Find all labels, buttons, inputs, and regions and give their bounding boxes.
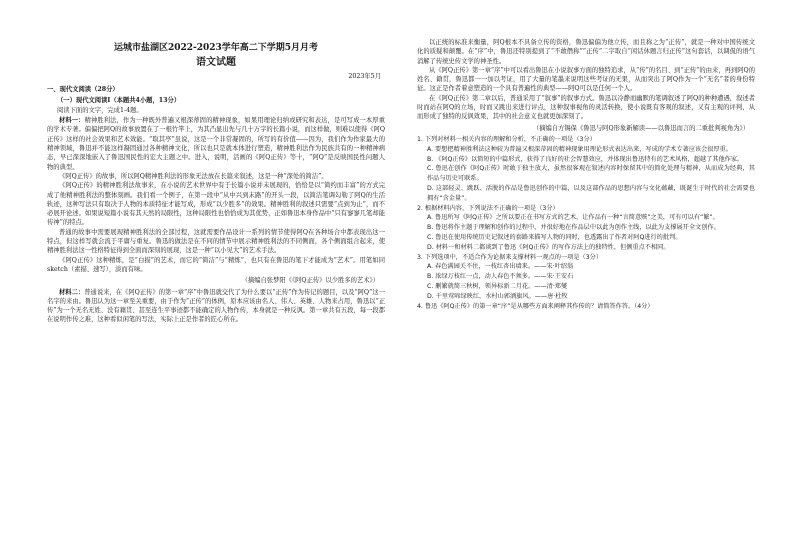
question-2-option-a: A. 鲁迅所写《阿Q正传》之所以要正在书写方式的艺术，让作品有一种“言简意赅”之美，可有可以有“繁”。	[427, 214, 719, 222]
subject-title: 语文试题	[196, 57, 236, 68]
question-2: 2. 根据材料内容，下列说法不正确的一项是（3分）	[417, 204, 559, 212]
material-one-paragraph: 《阿Q正传》这种精炼，是“白描”的艺术，而它的“简洁”与“精炼”，也只有在鲁迅的笔下才能成为“艺术”。用笔如同 sketch（素描、速写），淡而有味。	[47, 256, 385, 273]
material-two-paragraph: 从《阿Q正传》第一章“序”中可以看出鲁迅在小说叙事方面的独特追求，从“传”的名目、到“正传”的由来，再到阿Q的姓名、籍贯，鲁迅都一一加以考证，用了大量的笔墨来说明这些考证的无果，从而突出了阿Q作为一个“无名”者的身份特征。这正是作者着意塑造的一个具有普遍性的典型——阿Q可以是任何一个人。	[417, 66, 755, 93]
question-4: 4. 鲁迅《阿Q正传》的第一章“序”是从哪些方面来阐释其作传的？请简答作答。（4分）	[417, 302, 654, 310]
question-1-option-a: A. 要想把精神胜利法这种较为普遍又根深蒂固的精神现象用理论形式表达出来，写成的学术专著应该会很厚重。	[427, 145, 733, 153]
section-heading: 一、现代文阅读（28分）	[47, 86, 119, 94]
material-two-paragraph: 材料二：普通说来，在《阿Q正传》的第一章“序”中鲁迅就交代了为什么要以“正传”作为传记的题目，以及“阿Q”这一名字的来由。鲁迅认为这一章至关重要，由于作为“正传”的体例，原本应该由名人、伟人、英雄、人物来占用，鲁迅以“正传”为一个无名无姓、没有籍贯、甚至连生平事迹都不能确定的人物作传，本身就是一种反讽。第一章共有五段，每一段都在说明作传之难，这种看似闲笔的写法，实际上正是作者的匠心所在。	[47, 288, 386, 324]
material-two-paragraph: 以正统的标准来衡量，阿Q根本不具备立传的资格，鲁迅偏偏为他立传，而且称之为“正传”，就是一种对中国传统文化的质疑和颠覆。在“序”中，鲁迅还特别提到了“不敢僭称”“正传”二字取自“闲话休题言归正传”这句套话，以调侃的语气消解了传统史传文学的神圣性。	[417, 39, 755, 65]
material-one-label: 材料一：	[59, 117, 85, 125]
left-column	[47, 38, 385, 325]
material-two-label: 材料二：	[59, 288, 85, 296]
material-one-paragraph: 《阿Q正传》的故事，所以阿Q精神胜利法的形象无法放在长篇来叙述，这是一种“深处的简洁”。	[59, 172, 328, 180]
question-2-option-b: B. 鲁迅将作主题于理解和创作的过程中，并很好地在作品层中以此为创作主线，以此为支撑展开全文创作。	[427, 224, 720, 232]
exam-title: 运城市盐湖区2022-2023学年高二下学期5月月考	[113, 43, 319, 53]
material-one-paragraph: 《阿Q正传》的精神胜利法故事来，在小说的艺术世界中有于长篇小说并未展现的，恰恰是以“简约而丰富”的方式完成了他精神胜利法的整体刻画。我们看一个例子，在第一段中“从中兴到末路”的开头一段，以简洁笔调勾勒了阿Q的生活轨迹，这种写法只有取决于人物的本质特征才能写成，形成“以少胜多”的效果。精神胜利的叙述只需要“点到为止”，而不必展开论述。如果说短篇小说有其天然的局限性，这种局限性也恰恰成为其优势，正如鲁迅本身作品中“只有寥寥几笔却能传神”的特点。	[47, 182, 385, 227]
reading-instruction: 阅读下面的文字，完成1-4题。	[57, 106, 143, 114]
question-2-option-d: D. 材料一和材料二都谈到了鲁迅《阿Q正传》的写作方法上的独特性，但侧重点不相同。	[427, 243, 670, 251]
question-3: 3. 下列选项中，不适合作为论据来支撑材料一观点的一项是（3分）	[417, 253, 603, 261]
question-1-option-c: C. 鲁迅在创作《阿Q正传》时敢于独主放大，虽然很客观在叙述内容时保留其中的简化处理与精神，从而成为经典，其作品与历史可联系。	[427, 165, 755, 183]
question-2-option-c: C. 鲁迅在使用传统历史记叙述的套路来描写人物的同时，也透露出了作者对阿Q进行的批判。	[427, 233, 682, 241]
question-1: 1. 下列对材料一相关内容的理解和分析，不正确的一项是（3分）	[417, 135, 596, 143]
material-two-paragraph: 在《阿Q正传》第二章以后，普通采用了“叙事”的叙事方式。鲁迅以冷静而幽默的笔调叙述了阿Q的种种遭遇，叙述者时而站在阿Q的立场，时而又跳出来进行评点，这种叙事视角的灵活转换，使小说既有客观的叙述，又有主观的评判，从而形成了独特的反讽效果，其中的社会意义也就更加深刻了。	[417, 94, 755, 121]
material-two-source: （摘编自方锡保《鲁迅与阿Q形象新解读——以鲁迅而言的二重批判视角为》）	[532, 124, 749, 132]
question-3-option-d: D. 千里莺啼绿映红，水村山郭酒旗风。——唐·杜牧	[427, 292, 568, 300]
exam-date: 2023年5月	[348, 73, 381, 80]
question-1-option-b: B. 《阿Q正传》以简短的中篇形式，获得了良好的社会智慧效应，并体现出鲁迅特有的艺术风格，超越了其他作家。	[427, 155, 744, 163]
question-1-option-d: D. 这部轻灵、跳跃、活脱的作品是鲁迅创作的中篇，以及这部作品的思想内容与文化蕴藏，既诞生于时代的社会需要也拥有“含金量”。	[427, 184, 755, 202]
material-one-paragraph: 材料一：精神胜利法，作为一种既外普遍又根深蒂固的精神现象，如果用理论归纳或研究和表达，是可写成一本厚重的学术专著。偏偏把阿Q的故事放置在了一根竹竿上，为其凸显出先与几十万字的长篇小说，而这样做，则难以使得《阿Q正传》这样的社会效果和艺术效能。“取其亭”虽说，这是一个非常凝固的，所写的有价值——因为，我们作为作家最大的精神领域，鲁迅并不能这样凝固通过各种精神文化，所以也只是就本体进行塑造，精神胜利法作为民族共有的一种精神病态，早已深深地嵌入了鲁迅国民性的宏大主题之中。进入，说明，活画的《阿Q正传》等十，“阿Q”是反映国民性问题人物的典型。	[47, 117, 386, 171]
question-3-option-a: A. 春色满园关不住，一枝红杏出墙来。——宋·叶绍翁	[427, 263, 574, 271]
material-one-paragraph: 普通的故事中需要展现精神胜利法的全部过程，这就需要作品设计一系列的情节使得阿Q在各种场合中都表现出这一特点，但这样写就会流于平庸与重复。鲁迅的做法是在不同的情节中展示精神胜利法的不同侧面，各个侧面组合起来，使精神胜利法这一性格特征得到全面而深刻的展现，这是一种“以小见大”的艺术手法。	[47, 228, 385, 255]
right-column	[417, 38, 755, 311]
question-3-option-c: C. 删繁就简三秋树，领异标新二月花。——清·郑燮	[427, 282, 568, 290]
question-3-option-b: B. 浓绿万枝红一点，动人春色不须多。——宋·王安石	[427, 273, 574, 281]
material-one-source: （摘编自张梦阳《《阿Q正传》以少胜多的艺术》）	[241, 277, 379, 285]
subsection-heading: （一）现代文阅读Ⅰ（本题共4小题，13分）	[57, 96, 181, 104]
